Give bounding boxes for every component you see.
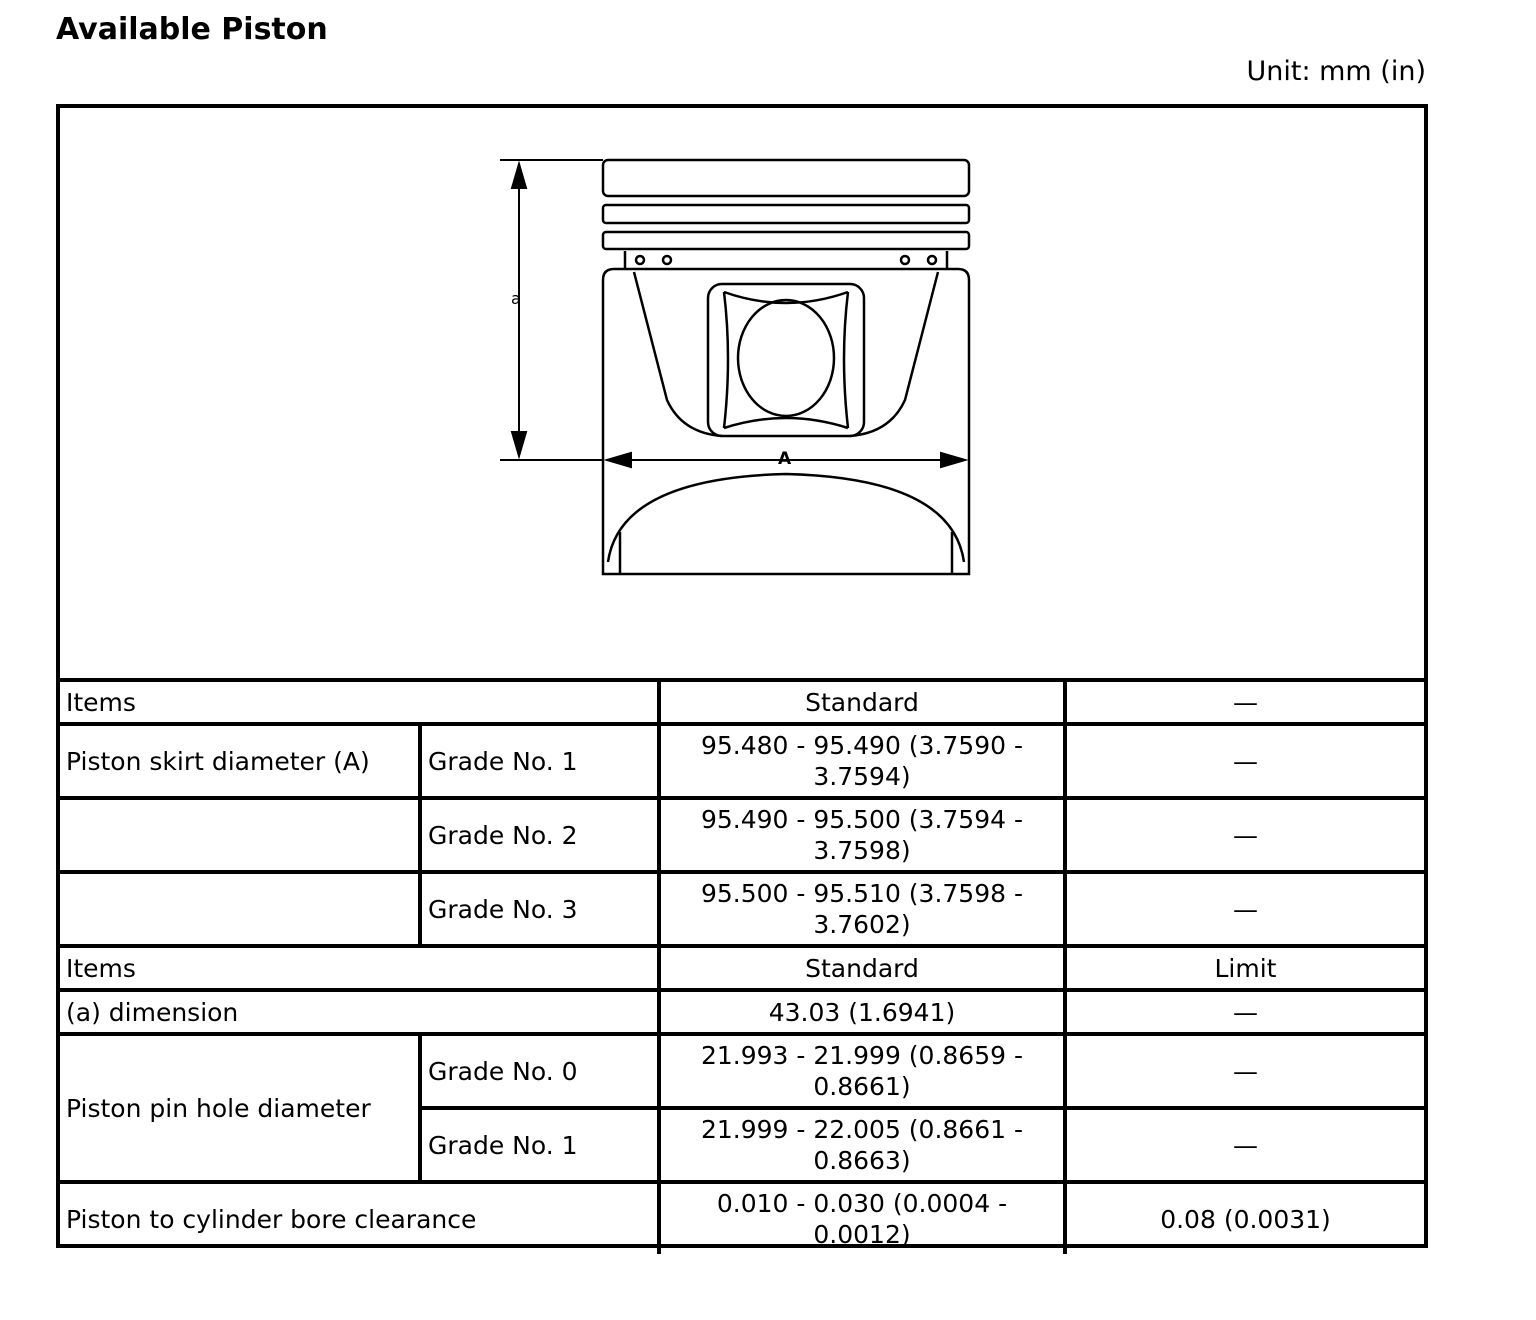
table-row <box>60 1034 1424 1108</box>
table-row <box>60 990 1424 1034</box>
table-row <box>60 798 1424 872</box>
table-row <box>60 724 1424 798</box>
row-label: Piston skirt diameter (A) <box>60 724 420 798</box>
standard-value: 0.010 - 0.030 (0.0004 - 0.0012) <box>659 1182 1065 1254</box>
header-standard: Standard <box>659 946 1065 990</box>
standard-value: 21.999 - 22.005 (0.8661 - 0.8663) <box>659 1108 1065 1182</box>
oil-hole <box>636 256 644 264</box>
table-row <box>60 872 1424 946</box>
header-limit: Limit <box>1065 946 1424 990</box>
limit-value: — <box>1065 990 1424 1034</box>
ring-groove-2 <box>603 232 969 249</box>
table-header-row <box>60 680 1424 724</box>
row-label-empty <box>60 798 420 872</box>
grade-label: Grade No. 3 <box>420 872 659 946</box>
row-label: (a) dimension <box>60 990 659 1034</box>
ring-groove-1 <box>603 205 969 223</box>
arrow-left-icon <box>607 453 631 467</box>
limit-value: 0.08 (0.0031) <box>1065 1182 1424 1254</box>
header-standard: Standard <box>659 680 1065 724</box>
row-label: Piston to cylinder bore clearance <box>60 1182 659 1254</box>
arrow-right-icon <box>941 453 965 467</box>
spec-table <box>60 678 1424 1254</box>
limit-value: — <box>1065 1034 1424 1108</box>
oil-hole <box>901 256 909 264</box>
unit-label: Unit: mm (in) <box>1246 56 1426 87</box>
page-title: Available Piston <box>56 12 328 47</box>
standard-value: 43.03 (1.6941) <box>659 990 1065 1034</box>
extra-value: — <box>1065 798 1424 872</box>
grade-label: Grade No. 1 <box>420 1108 659 1182</box>
spec-frame <box>56 104 1428 1248</box>
header-extra: — <box>1065 680 1424 724</box>
grade-label: Grade No. 1 <box>420 724 659 798</box>
extra-value: — <box>1065 724 1424 798</box>
arrow-up-icon <box>512 164 526 188</box>
table-header-row <box>60 946 1424 990</box>
standard-value: 95.500 - 95.510 (3.7598 - 3.7602) <box>659 872 1065 946</box>
header-items: Items <box>60 680 659 724</box>
oil-hole <box>663 256 671 264</box>
grade-label: Grade No. 2 <box>420 798 659 872</box>
oil-hole <box>928 256 936 264</box>
limit-value: — <box>1065 1108 1424 1182</box>
extra-value: — <box>1065 872 1424 946</box>
dimension-A-label: A <box>778 449 792 469</box>
boss-contour <box>724 292 848 303</box>
piston-diagram <box>60 108 1424 678</box>
standard-value: 95.490 - 95.500 (3.7594 - 3.7598) <box>659 798 1065 872</box>
table-row <box>60 1182 1424 1254</box>
skirt-arch <box>608 474 964 562</box>
piston-figure-cell <box>60 108 1424 678</box>
piston-crown <box>603 160 969 196</box>
grade-label: Grade No. 0 <box>420 1034 659 1108</box>
arrow-down-icon <box>512 432 526 456</box>
header-items: Items <box>60 946 659 990</box>
pin-hole <box>738 300 834 416</box>
piston-body <box>603 269 969 574</box>
pin-boss <box>708 284 864 436</box>
standard-value: 95.480 - 95.490 (3.7590 - 3.7594) <box>659 724 1065 798</box>
row-label-empty <box>60 872 420 946</box>
standard-value: 21.993 - 21.999 (0.8659 - 0.8661) <box>659 1034 1065 1108</box>
dimension-a-label: a <box>511 289 521 308</box>
boss-contour <box>724 418 848 428</box>
row-label: Piston pin hole diameter <box>60 1034 420 1182</box>
